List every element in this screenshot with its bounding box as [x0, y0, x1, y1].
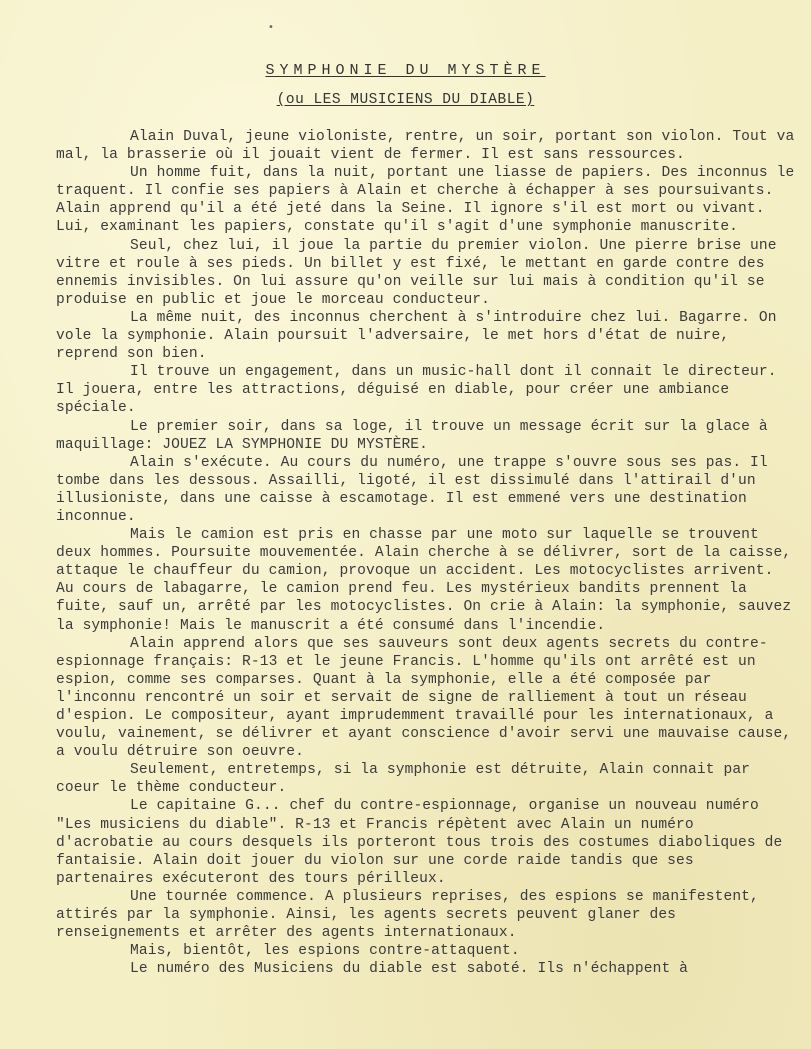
paragraph: Le premier soir, dans sa loge, il trouve un message écrit sur la glace à maquillage: JOUEZ LA SYMPHONIE DU MYSTÈRE. — [56, 418, 768, 453]
paragraph: Alain apprend alors que ses sauveurs sont deux agents secrets du contre-espionnage français: R-13 et le jeune Francis. L'homme qu'ils ont arrêté est un espion, comme ses comparses. Quant à la symphonie, elle a été composée par l'inconnu rencontré un soir et servait de signe de ralliement à tout un réseau d'espion. Le compositeur, ayant imprudemment travaillé pour les internationaux, a voulu, vainement, se délivrer et ayant conscience d'avoir servi une mauvaise cause, a voulu détruire son oeuvre. — [56, 635, 792, 761]
paragraph: Un homme fuit, dans la nuit, portant une liasse de papiers. Des inconnus le traquent. Il confie ses papiers à Alain et cherche à échapper à ses poursuivants. Alain apprend qu'il a été jeté dans la Seine. Il ignore s'il est mort ou vivant. Lui, examinant les papiers, constate qu'il s'agit d'une symphonie manuscrite. — [56, 165, 795, 236]
document-subtitle: (ou LES MUSICIENS DU DIABLE) — [276, 92, 535, 108]
paragraph: Le capitaine G... chef du contre-espionnage, organise un nouveau numéro "Les musiciens du diable". R-13 et Francis répètent avec Alain un numéro d'acrobatie au cours desquels ils porteront tous trois des costumes diaboliques de fantaisie. Alain doit jouer du violon sur une corde raide tandis que ses partenaires exécuteront des tours périlleux. — [56, 798, 783, 887]
paragraph: Une tournée commence. A plusieurs reprises, des espions se manifestent, attirés par la symphonie. Ainsi, les agents secrets peuvent glaner des renseignements et arrêter des agents internationaux. — [56, 888, 759, 942]
document-body — [56, 128, 796, 978]
paragraph: Seulement, entretemps, si la symphonie est détruite, Alain connait par coeur le thème conducteur. — [56, 762, 751, 797]
paragraph: Le numéro des Musiciens du diable est saboté. Ils n'échappent à — [130, 961, 689, 978]
document-title: SYMPHONIE DU MYSTÈRE — [265, 62, 546, 79]
paragraph: La même nuit, des inconnus cherchent à s'introduire chez lui. Bagarre. On vole la symphonie. Alain poursuit l'adversaire, le met hors d'état de nuire, reprend son bien. — [56, 309, 777, 363]
paragraph: Mais le camion est pris en chasse par une moto sur laquelle se trouvent deux hommes. Poursuite mouvementée. Alain cherche à se délivrer, sort de la caisse, attaque le chauffeur du camion, provoque un accident. Les motocyclistes arrivent. Au cours de labagarre, le camion prend feu. Les mystérieux bandits prennent la fuite, sauf un, arrêté par les motocyclistes. On crie à Alain: la symphonie, sauvez la symphonie! Mais le manuscrit a été consumé dans l'incendie. — [56, 527, 792, 634]
paragraph: Alain Duval, jeune violoniste, rentre, un soir, portant son violon. Tout va mal, la brasserie où il jouait vient de fermer. Il est sans ressources. — [56, 129, 795, 164]
paragraph: Il trouve un engagement, dans un music-hall dont il connait le directeur. Il jouera, entre les attractions, déguisé en diable, pour créer une ambiance spéciale. — [56, 364, 777, 417]
paragraph: Seul, chez lui, il joue la partie du premier violon. Une pierre brise une vitre et roule à ses pieds. Un billet y est fixé, le mettant en garde contre des ennemis invisibles. On lui assure qu'on veille sur lui mais à condition qu'il se produise en public et joue le morceau conducteur. — [56, 237, 777, 308]
paragraph: Mais, bientôt, les espions contre-attaquent. — [130, 943, 520, 960]
paragraph: Alain s'exécute. Au cours du numéro, une trappe s'ouvre sous ses pas. Il tombe dans les dessous. Assailli, ligoté, il est dissimulé dans l'attirail d'un illusioniste, dans une caisse à escamotage. Il est emmené vers une destination inconnue. — [56, 454, 768, 525]
ink-speck: • — [268, 22, 274, 33]
